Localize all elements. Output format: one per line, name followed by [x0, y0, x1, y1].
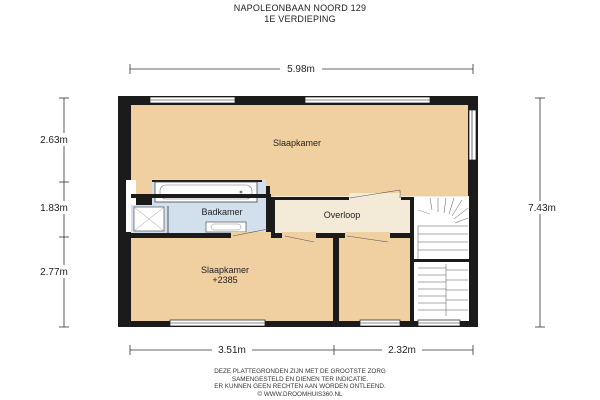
dimension-right-label: 7.43m: [528, 203, 556, 214]
disclaimer-line-2: SAMENGESTELD EN DIENEN TER INDICATIE.: [231, 375, 369, 383]
disclaimer-line-1: DEZE PLATTEGRONDEN ZIJN MET DE GROOTSTE ZORG: [214, 368, 386, 375]
stair-upper-area: [414, 197, 469, 259]
dimension-left-bottom-label: 2.77m: [40, 267, 68, 278]
dimension-top-label: 5.98m: [287, 64, 315, 75]
disclaimer-line-3: ER KUNNEN GEEN RECHTEN AAN WORDEN ONTLEEND.: [214, 383, 386, 390]
dimension-bottom-right-label: 2.32m: [388, 345, 416, 356]
dimension-right: [522, 98, 562, 327]
room-label-slaapkamer-bottom: Slaapkamer: [200, 265, 250, 275]
dimension-bottom-left-label: 3.51m: [218, 345, 246, 356]
dimension-left: [38, 98, 72, 327]
room-label-slaapkamer-top: Slaapkamer: [272, 138, 322, 148]
address-title: NAPOLEONBAAN NOORD 129: [233, 3, 367, 13]
room-label-overloop: Overloop: [323, 210, 361, 220]
stair-lower-area: [414, 262, 469, 321]
room-label-badkamer: Badkamer: [201, 207, 243, 217]
dimension-top: [130, 62, 473, 75]
dimension-left-top-label: 2.63m: [40, 135, 68, 146]
room-label-slaapkamer-bottom-height: +2385: [212, 275, 238, 285]
floor-title: 1E VERDIEPING: [264, 14, 336, 24]
copyright-line: © WWW.DROOMHUIS360.NL: [257, 390, 343, 398]
dimension-bottom: [130, 343, 473, 356]
dimension-left-middle-label: 1.83m: [40, 203, 68, 214]
room-small: [339, 238, 414, 321]
